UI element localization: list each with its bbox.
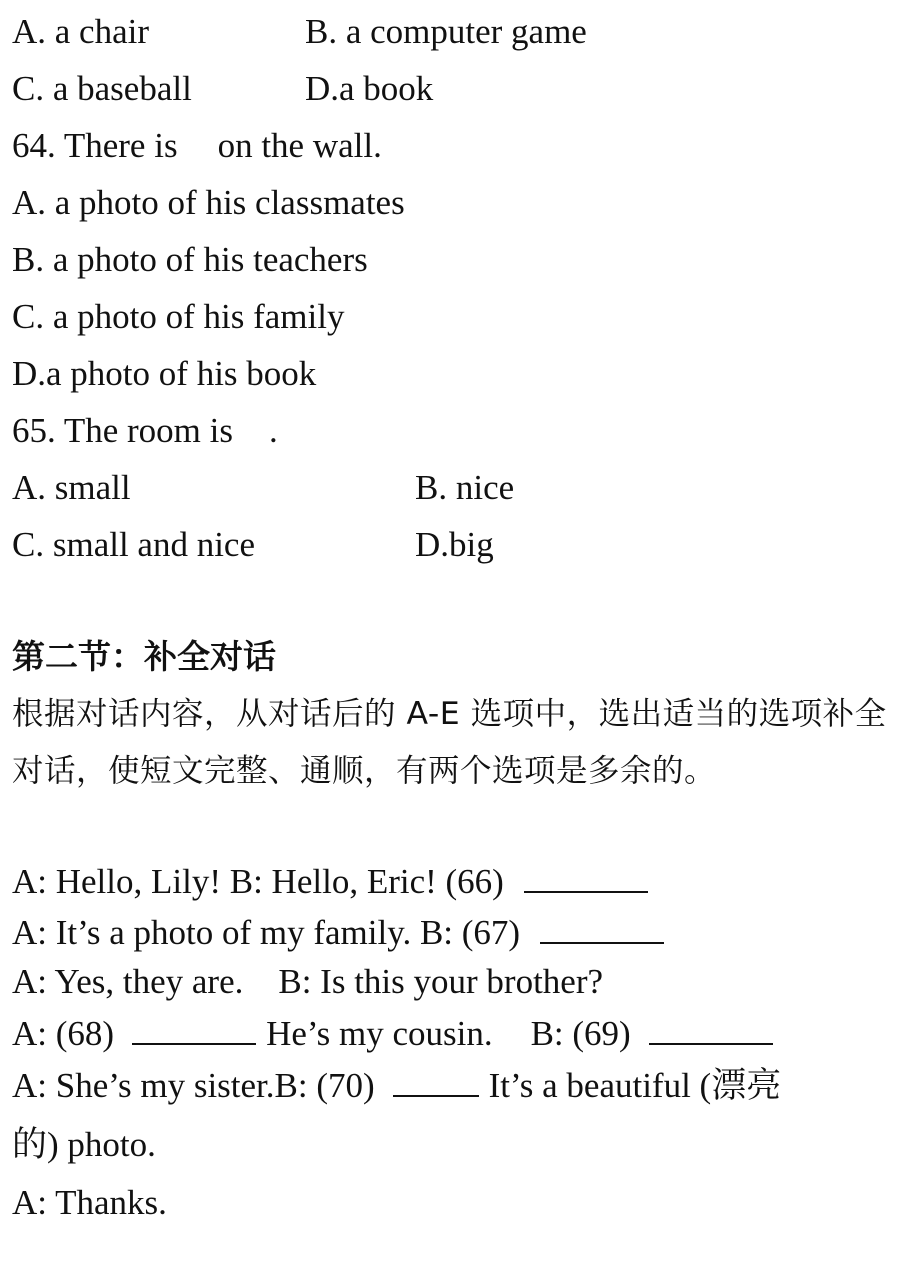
dialogue-line-3: A: Yes, they are. B: Is this your brother? bbox=[12, 962, 604, 1001]
dialogue-line-4-c: B: (69) bbox=[530, 1014, 631, 1053]
q65-stem-before: 65. The room is bbox=[12, 411, 234, 450]
dialogue-line-2-text: A: It’s a photo of my family. B: (67) bbox=[12, 913, 521, 952]
q63-option-a: A. a chair bbox=[12, 12, 150, 51]
q64-option-c: C. a photo of his family bbox=[12, 297, 345, 336]
dialogue-line-1 bbox=[12, 861, 654, 902]
dialogue-line-7: A: Thanks. bbox=[12, 1183, 167, 1222]
dialogue-line-4-a: A: (68) bbox=[12, 1014, 115, 1053]
dialogue-line-4-b: He’s my cousin. bbox=[266, 1014, 493, 1053]
q64-option-d: D.a photo of his book bbox=[12, 354, 317, 393]
dialogue-line-5-b: It’s a beautiful (漂亮 bbox=[488, 1066, 782, 1105]
dialogue-line-1-text: A: Hello, Lily! B: Hello, Eric! (66) bbox=[12, 862, 504, 901]
q65-stem bbox=[12, 411, 278, 451]
dialogue-line-4 bbox=[12, 1013, 779, 1054]
q63-option-d: D.a book bbox=[305, 69, 434, 108]
answer-blank-67[interactable] bbox=[540, 912, 664, 944]
q64-stem-after: on the wall. bbox=[217, 126, 382, 165]
q65-option-b: B. nice bbox=[415, 468, 515, 507]
q64-stem-before: 64. There is bbox=[12, 126, 178, 165]
q65-option-c: C. small and nice bbox=[12, 525, 256, 564]
q63-option-b: B. a computer game bbox=[305, 12, 587, 51]
dialogue-line-5-a: A: She’s my sister.B: (70) bbox=[12, 1066, 375, 1105]
section-instructions: 根据对话内容，从对话后的 A-E 选项中，选出适当的选项补全对话，使短文完整、通顺，有两个选项是多余的。 bbox=[12, 696, 887, 789]
q64-option-a: A. a photo of his classmates bbox=[12, 183, 405, 222]
q65-option-a: A. small bbox=[12, 468, 131, 507]
q65-stem-after: . bbox=[269, 411, 278, 450]
answer-blank-68[interactable] bbox=[132, 1013, 256, 1045]
dialogue-line-6: 的) photo. bbox=[12, 1125, 156, 1164]
q65-option-d: D.big bbox=[415, 525, 494, 564]
q64-stem bbox=[12, 126, 382, 166]
section-heading: 第二节：补全对话 bbox=[12, 637, 276, 676]
dialogue-line-2 bbox=[12, 912, 670, 953]
answer-blank-66[interactable] bbox=[524, 861, 648, 893]
answer-blank-69[interactable] bbox=[649, 1013, 773, 1045]
q64-option-b: B. a photo of his teachers bbox=[12, 240, 368, 279]
dialogue-line-5 bbox=[12, 1065, 781, 1106]
answer-blank-70[interactable] bbox=[393, 1065, 479, 1097]
q63-option-c: C. a baseball bbox=[12, 69, 192, 108]
